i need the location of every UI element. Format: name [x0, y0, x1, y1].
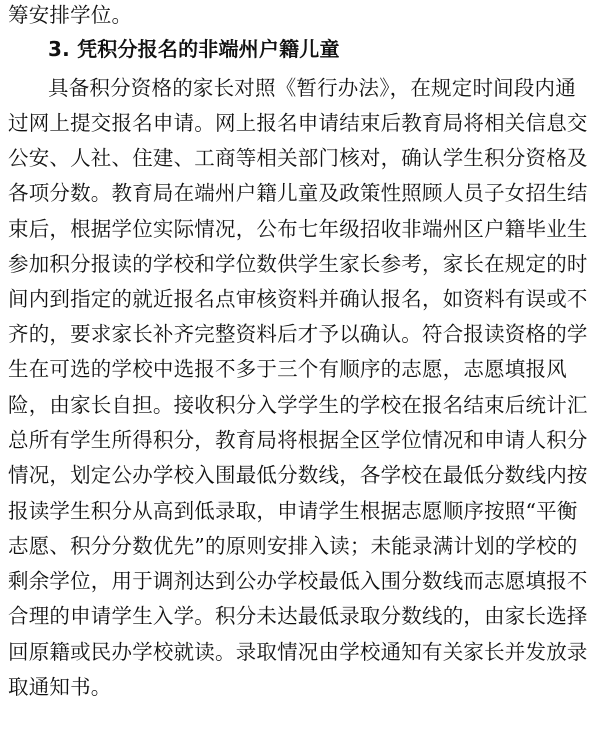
text-line: 筹安排学位。	[8, 3, 133, 27]
text-line: 各项分数。教育局在端州户籍儿童及政策性照顾人员子女招生结	[8, 181, 588, 205]
text-line: 公安、人社、住建、工商等相关部门核对，确认学生积分资格及	[8, 146, 588, 170]
text-line: 总所有学生所得积分，教育局将根据全区学位情况和申请人积分	[8, 428, 588, 452]
text-line: 情况，划定公办学校入围最低分数线，各学校在最低分数线内按	[8, 463, 588, 487]
text-line: 合理的申请学生入学。积分未达最低录取分数线的，由家长选择	[8, 604, 588, 628]
text-line: 险，由家长自担。接收积分入学学生的学校在报名结束后统计汇	[8, 393, 588, 417]
paragraph-first-line: 具备积分资格的家长对照《暂行办法》，在规定时间段内通	[48, 76, 576, 100]
text-line: 生在可选的学校中选报不多于三个有顺序的志愿，志愿填报风	[8, 357, 567, 381]
text-line: 齐的，要求家长补齐完整资料后才予以确认。符合报读资格的学	[8, 322, 588, 346]
text-line: 间内到指定的就近报名点审核资料并确认报名，如资料有误或不	[8, 287, 588, 311]
text-line: 取通知书。	[8, 675, 112, 699]
section-heading: 3. 凭积分报名的非端州户籍儿童	[48, 37, 340, 61]
text-line: 剩余学位，用于调剂达到公办学校最低入围分数线而志愿填报不	[8, 569, 588, 593]
text-line: 志愿、积分分数优先”的原则安排入读；未能录满计划的学校的	[8, 534, 578, 558]
text-line: 参加积分报读的学校和学位数供学生家长参考，家长在规定的时	[8, 252, 588, 276]
text-line: 束后，根据学位实际情况，公布七年级招收非端州区户籍毕业生	[8, 217, 588, 241]
text-line: 过网上提交报名申请。网上报名申请结束后教育局将相关信息交	[8, 111, 588, 135]
text-line: 报读学生积分从高到低录取，申请学生根据志愿顺序按照“平衡	[8, 499, 578, 523]
text-line: 回原籍或民办学校就读。录取情况由学校通知有关家长并发放录	[8, 640, 588, 664]
